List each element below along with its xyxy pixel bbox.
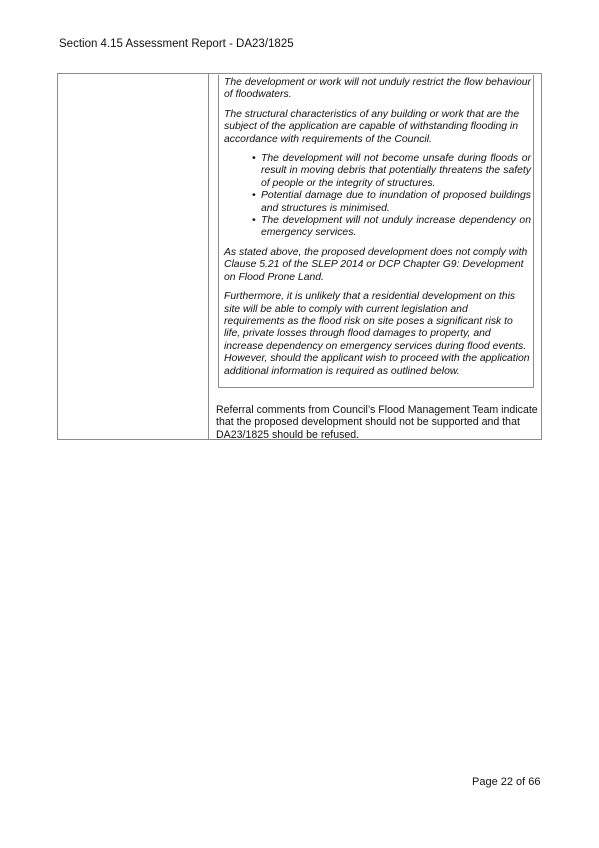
- quote-paragraph-structural: The structural characteristics of any building or work that are the subject of the application are capable of withstanding flooding in accordance with requirements of the Council.: [224, 108, 520, 145]
- quoted-requirements-box: [218, 75, 534, 388]
- list-item: • The development will not become unsafe during floods or result in moving debris that potentially threatens the safety of people or the integrity of structures.: [252, 153, 531, 189]
- report-header: Section 4.15 Assessment Report - DA23/1825: [59, 38, 294, 50]
- bullet-icon: •: [252, 215, 256, 227]
- table-left-column: [58, 74, 209, 439]
- quote-paragraph-flood-risk: Furthermore, it is unlikely that a residential development on this site will be able to comply with current legislation and requirements as the flood risk on site poses a significant risk to life, private losses through flood damages to property, and increase dependency on emergency services during flood events. However, should the applicant wish to proceed with the application additional information is required as outlined below.: [224, 291, 530, 377]
- assessment-table: [57, 73, 542, 440]
- quote-paragraph-non-compliance: As stated above, the proposed development does not comply with Clause 5.21 of the SLEP 2014 or DCP Chapter G9: Development on Flood Prone Land.: [224, 246, 528, 283]
- quote-paragraph-floodwaters: The development or work will not unduly restrict the flow behaviour of floodwaters.: [224, 77, 531, 101]
- page-number: Page 22 of 66: [472, 776, 541, 788]
- list-item: • Potential damage due to inundation of proposed buildings and structures is minimised.: [252, 190, 531, 214]
- bullet-icon: •: [252, 153, 256, 165]
- referral-comment: Referral comments from Council’s Flood Management Team indicate that the proposed development should not be supported and that DA23/1825 should be refused.: [216, 404, 538, 441]
- list-item: • The development will not unduly increase dependency on emergency services.: [252, 215, 531, 239]
- bullet-icon: •: [252, 190, 256, 202]
- quote-bullet-list: [224, 153, 531, 240]
